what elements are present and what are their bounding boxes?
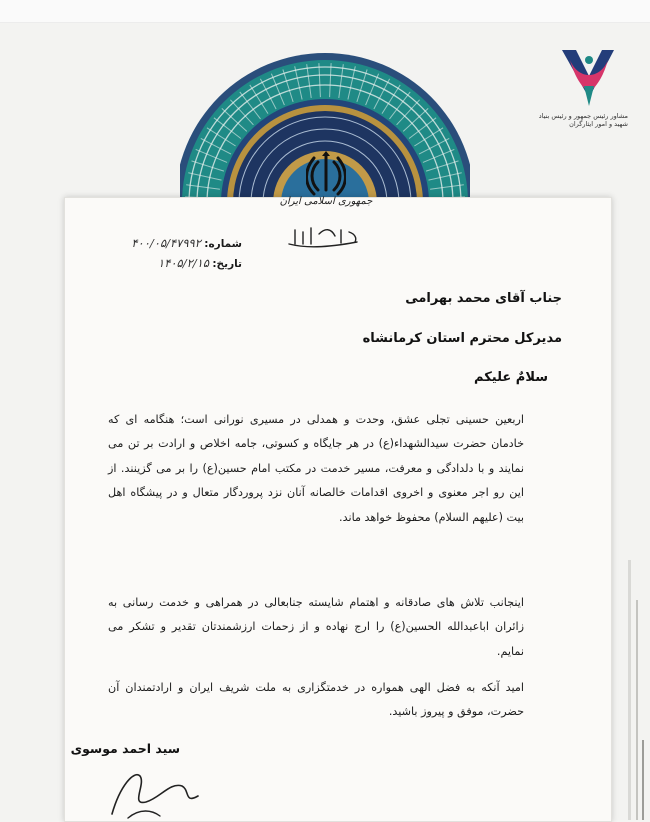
number-value: ۴۰۰/۰۵/۴۷۹۹۲ — [131, 236, 201, 250]
republic-label: جمهوری اسلامی ایران — [279, 196, 373, 207]
letter-number — [92, 236, 242, 250]
body-paragraph: اینجانب تلاش های صادقانه و اهتمام شایسته جنابعالی در همراهی و خدمت رسانی به زائران اباعبدالله الحسین(ع) را ارج نهاده و از زحمات ارزشمندتان تقدیر و تشکر می نمایم. — [108, 596, 524, 658]
iran-emblem-icon — [306, 150, 346, 198]
corner-caption: مشاور رئیس جمهور و رئیس بنیاد شهید و امور ایثارگران — [538, 112, 628, 128]
signer-name: سید احمد موسوی — [70, 741, 180, 756]
body-paragraph: اربعین حسینی تجلی عشق، وحدت و همدلی در مسیری نورانی است؛ هنگامه ای که خادمان حضرت سیدالشهداء(ع) در هر جایگاه و کسوتی، جامه اخلاص و ارادت بر تن می نمایند و با دلدادگی و معرفت، مسیر خدمت در مکتب امام حسین(ع) را بر می گزینند. از این رو اجر معنوی و اخروی اقدامات خالصانه آنان نزد پروردگار متعال و در پیشگاه اهل بیت (علیهم السلام) محفوظ خواهد ماند. — [108, 413, 524, 524]
recipient-name: جناب آقای محمد بهرامی — [405, 291, 562, 306]
letter-date — [92, 256, 242, 270]
date-value: ۱۴۰۵/۲/۱۵ — [158, 256, 210, 270]
recipient-position: مدیرکل محترم استان کرمانشاه — [362, 331, 562, 346]
date-label: تاریخ: — [212, 258, 242, 270]
top-strip — [0, 0, 650, 23]
greeting: سلامٌ علیکم — [474, 370, 548, 385]
body-paragraph: امید آنکه به فضل الهی همواره در خدمتگزاری به ملت شریف ایران و ارادتمندان آن حضرت، موفق و پیروز باشید. — [108, 681, 524, 719]
number-label: شماره: — [204, 238, 242, 250]
handwritten-signature — [100, 756, 220, 820]
page-edge-shadow — [620, 560, 650, 820]
invocation-calligraphy — [285, 224, 365, 250]
